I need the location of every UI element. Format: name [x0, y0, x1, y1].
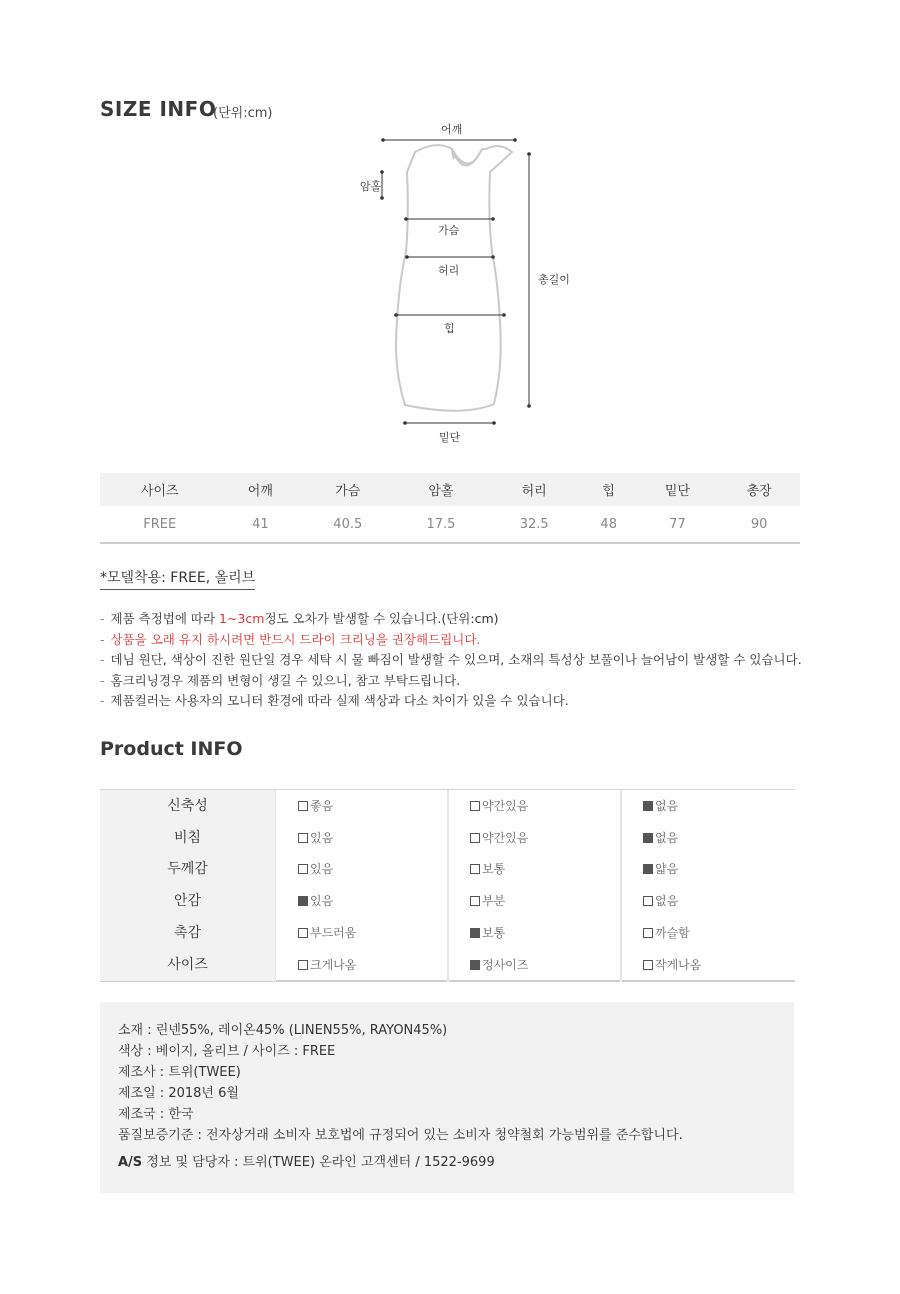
unchecked-box-icon — [298, 801, 308, 811]
unchecked-box-icon — [643, 960, 653, 970]
product-info-option[interactable] — [470, 822, 528, 854]
product-info-row — [100, 853, 795, 885]
material-line: 제조일 : 2018년 6월 — [118, 1086, 239, 1101]
unchecked-box-icon — [298, 864, 308, 874]
model-wearing-note: *모델착용: FREE, 올리브 — [100, 567, 255, 590]
unchecked-box-icon — [298, 833, 308, 843]
material-line: 제조사 : 트위(TWEE) — [118, 1065, 241, 1080]
product-info-option[interactable] — [470, 917, 505, 949]
checked-box-icon — [298, 896, 308, 906]
note-item: - 제품컬러는 사용자의 모니터 환경에 따라 실제 색상과 다소 차이가 있을 수 있습니다. — [100, 693, 569, 708]
product-info-option[interactable] — [470, 853, 505, 885]
product-info-option[interactable] — [643, 822, 678, 854]
product-info-option[interactable] — [643, 949, 701, 981]
note-text: 제품컬러는 사용자의 모니터 환경에 따라 실제 색상과 다소 차이가 있을 수 있습니다. — [110, 693, 569, 708]
size-table-cell: 32.5 — [488, 506, 581, 543]
product-info-option[interactable] — [298, 790, 333, 822]
product-info-label: 신축성 — [100, 790, 275, 822]
product-info-row — [100, 885, 795, 917]
note-item: - 홈크리닝경우 제품의 변형이 생길 수 있으니, 참고 부탁드립니다. — [100, 672, 461, 688]
product-info-row — [100, 949, 795, 981]
unchecked-box-icon — [643, 928, 653, 938]
note-item: - 제품 측정법에 따라 1~3cm정도 오차가 발생할 수 있습니다.(단위:cm) — [100, 611, 499, 626]
product-info-option[interactable] — [298, 822, 333, 854]
diagram-label-hem: 밑단 — [439, 431, 461, 444]
product-info-option-text: 있음 — [310, 830, 334, 845]
material-line: 색상 : 베이지, 올리브 / 사이즈 : FREE — [118, 1044, 336, 1059]
checked-box-icon — [470, 960, 480, 970]
product-info-option[interactable] — [470, 790, 528, 822]
size-table-header: 총장 — [718, 473, 800, 506]
note-item: - 데님 원단, 색상이 진한 원단일 경우 세탁 시 물 빠짐이 발생할 수 있으며, 소재의 특성상 보풀이나 늘어남이 발생할 수 있습니다. — [100, 652, 802, 667]
product-info-option-text: 부드러움 — [310, 925, 357, 940]
unchecked-box-icon — [298, 928, 308, 938]
product-info-option[interactable] — [643, 885, 678, 917]
size-table-header: 가슴 — [301, 473, 394, 506]
size-info-title: SIZE INFO — [100, 97, 217, 121]
size-table-row — [100, 506, 800, 543]
note-text: 데님 원단, 색상이 진한 원단일 경우 세탁 시 물 빠짐이 발생할 수 있으며, 소재의 특성상 보풀이나 늘어남이 발생할 수 있습니다. — [110, 652, 802, 667]
dress-size-diagram — [340, 112, 600, 452]
product-info-option[interactable] — [643, 917, 690, 949]
unchecked-box-icon — [470, 833, 480, 843]
product-info-title: Product INFO — [100, 738, 243, 760]
unchecked-box-icon — [643, 896, 653, 906]
as-info-line — [118, 1152, 683, 1173]
product-info-label: 촉감 — [100, 917, 275, 949]
dress-neckline — [452, 149, 482, 164]
product-info-option[interactable] — [643, 853, 678, 885]
note-highlight: 1~3cm — [219, 611, 265, 626]
size-table-header: 사이즈 — [100, 473, 220, 506]
material-info-box — [100, 1002, 794, 1193]
as-label: A/S — [118, 1155, 143, 1170]
size-table-cell: 77 — [637, 506, 719, 543]
product-info-option[interactable] — [298, 853, 333, 885]
product-info-row — [100, 790, 795, 822]
size-table-cell: 40.5 — [301, 506, 394, 543]
note-text: 제품 측정법에 따라 — [110, 611, 220, 626]
product-info-option-text: 부분 — [482, 894, 506, 909]
checked-box-icon — [643, 833, 653, 843]
diagram-label-armhole: 암홀 — [360, 180, 382, 193]
product-info-option[interactable] — [298, 917, 356, 949]
product-info-option[interactable] — [470, 885, 505, 917]
product-info-row — [100, 822, 795, 854]
product-info-option-text: 정사이즈 — [482, 957, 529, 972]
size-table-cell: 41 — [220, 506, 302, 543]
note-text: 정도 오차가 발생할 수 있습니다.(단위:cm) — [264, 611, 499, 626]
size-table-header-row — [100, 473, 800, 506]
product-info-option-text: 작게나옴 — [655, 957, 702, 972]
size-table-cell: 90 — [718, 506, 800, 543]
unchecked-box-icon — [470, 896, 480, 906]
unchecked-box-icon — [298, 960, 308, 970]
diagram-label-hip: 힙 — [444, 322, 455, 335]
size-table-cell: FREE — [100, 506, 220, 543]
checked-box-icon — [643, 864, 653, 874]
checked-box-icon — [470, 928, 480, 938]
note-text: 상품을 오래 유지 하시려면 반드시 드라이 크리닝을 권장해드립니다. — [110, 631, 481, 647]
product-info-option[interactable] — [298, 949, 356, 981]
diagram-label-waist: 허리 — [438, 264, 460, 277]
product-info-option-text: 없음 — [655, 830, 679, 845]
product-info-option[interactable] — [643, 790, 678, 822]
diagram-label-chest: 가슴 — [438, 224, 460, 237]
product-info-label: 두께감 — [100, 853, 275, 885]
care-notes — [100, 609, 860, 712]
note-text: 홈크리닝경우 제품의 변형이 생길 수 있으니, 참고 부탁드립니다. — [110, 672, 461, 688]
checked-box-icon — [643, 801, 653, 811]
product-info-option-text: 까슬함 — [655, 925, 690, 940]
size-table-header: 힙 — [581, 473, 637, 506]
product-info-option-text: 보통 — [482, 862, 506, 877]
product-info-option-text: 좋음 — [310, 799, 334, 813]
size-table-header: 어깨 — [220, 473, 302, 506]
size-table-header: 암홀 — [394, 473, 487, 506]
product-info-option-text: 약간있음 — [482, 830, 529, 845]
unchecked-box-icon — [470, 801, 480, 811]
size-table-cell: 48 — [581, 506, 637, 543]
material-line: 품질보증기준 : 전자상거래 소비자 보호법에 규정되어 있는 소비자 청약철회 가능범위를 준수합니다. — [118, 1128, 683, 1143]
material-line: 제조국 : 한국 — [118, 1107, 194, 1122]
product-info-label: 비침 — [100, 822, 275, 854]
product-info-option-text: 없음 — [655, 799, 679, 813]
material-line: 소재 : 린넨55%, 레이온45% (LINEN55%, RAYON45%) — [118, 1023, 448, 1038]
product-info-option-text: 있음 — [310, 894, 334, 909]
size-table-header: 밑단 — [637, 473, 719, 506]
size-table — [100, 473, 800, 544]
note-item: - 상품을 오래 유지 하시려면 반드시 드라이 크리닝을 권장해드립니다. — [100, 631, 481, 647]
as-text: 정보 및 담당자 : 트위(TWEE) 온라인 고객센터 / 1522-9699 — [142, 1155, 495, 1170]
size-table-header: 허리 — [488, 473, 581, 506]
product-info-row — [100, 917, 795, 949]
product-info-option-text: 얇음 — [655, 862, 679, 877]
unchecked-box-icon — [470, 864, 480, 874]
product-info-label: 안감 — [100, 885, 275, 917]
diagram-label-shoulder: 어깨 — [441, 123, 463, 136]
product-info-option-text: 약간있음 — [482, 799, 529, 813]
diagram-label-total-length: 총길이 — [538, 273, 570, 286]
product-info-option[interactable] — [470, 949, 528, 981]
product-info-option-text: 있음 — [310, 862, 334, 877]
product-info-label: 사이즈 — [100, 949, 275, 981]
size-info-unit: (단위:cm) — [213, 106, 273, 121]
product-info-option[interactable] — [298, 885, 333, 917]
size-table-cell: 17.5 — [394, 506, 487, 543]
product-info-option-text: 없음 — [655, 894, 679, 909]
product-info-option-text: 크게나옴 — [310, 957, 357, 972]
product-info-option-text: 보통 — [482, 925, 506, 940]
